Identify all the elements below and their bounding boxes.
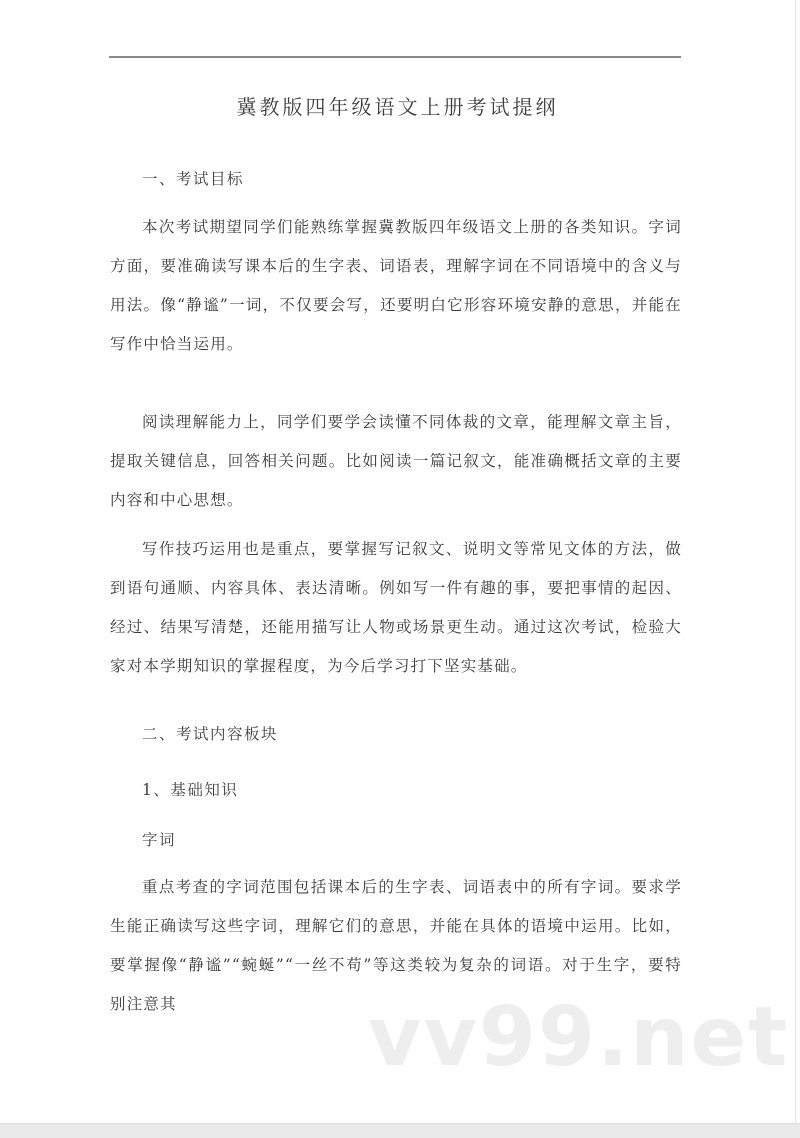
paragraph-exam-goals-reading: 阅读理解能力上，同学们要学会读懂不同体裁的文章，能理解文章主旨，提取关键信息，回答相关问题。比如阅读一篇记叙文，能准确概括文章的主要内容和中心思想。	[110, 413, 682, 509]
header-rule	[109, 56, 681, 58]
subsection-heading-basics: 1、基础知识	[142, 781, 239, 799]
page-bottom-edge	[0, 1123, 800, 1138]
watermark: vv99.net	[368, 990, 790, 1085]
document-title: 冀教版四年级语文上册考试提纲	[236, 95, 559, 119]
paragraph-exam-goals-writing: 写作技巧运用也是重点，要掌握写记叙文、说明文等常见文体的方法，做到语句通顺、内容具体、表达清晰。例如写一件有趣的事，要把事情的起因、经过、结果写清楚，还能用描写让人物或场景更生动。通过这次考试，检验大家对本学期知识的掌握程度，为今后学习打下坚实基础。	[110, 540, 682, 675]
paragraph-words-scope: 重点考查的字词范围包括课本后的生字表、词语表中的所有字词。要求学生能正确读写这些字词，理解它们的意思，并能在具体的语境中运用。比如，要掌握像“静谧”“蜿蜒”“一丝不苟”等这类较为复杂的词语。对于生字，要特别注意其	[110, 878, 682, 1013]
section-heading-2: 二、考试内容板块	[142, 725, 279, 743]
subsubsection-heading-words: 字词	[142, 831, 177, 849]
paragraph-exam-goals-vocabulary: 本次考试期望同学们能熟练掌握冀教版四年级语文上册的各类知识。字词方面，要准确读写课本后的生字表、词语表，理解字词在不同语境中的含义与用法。像“静谧”一词，不仅要会写，还要明白它形容环境安静的意思，并能在写作中恰当运用。	[110, 218, 682, 353]
section-heading-1: 一、考试目标	[142, 170, 245, 188]
